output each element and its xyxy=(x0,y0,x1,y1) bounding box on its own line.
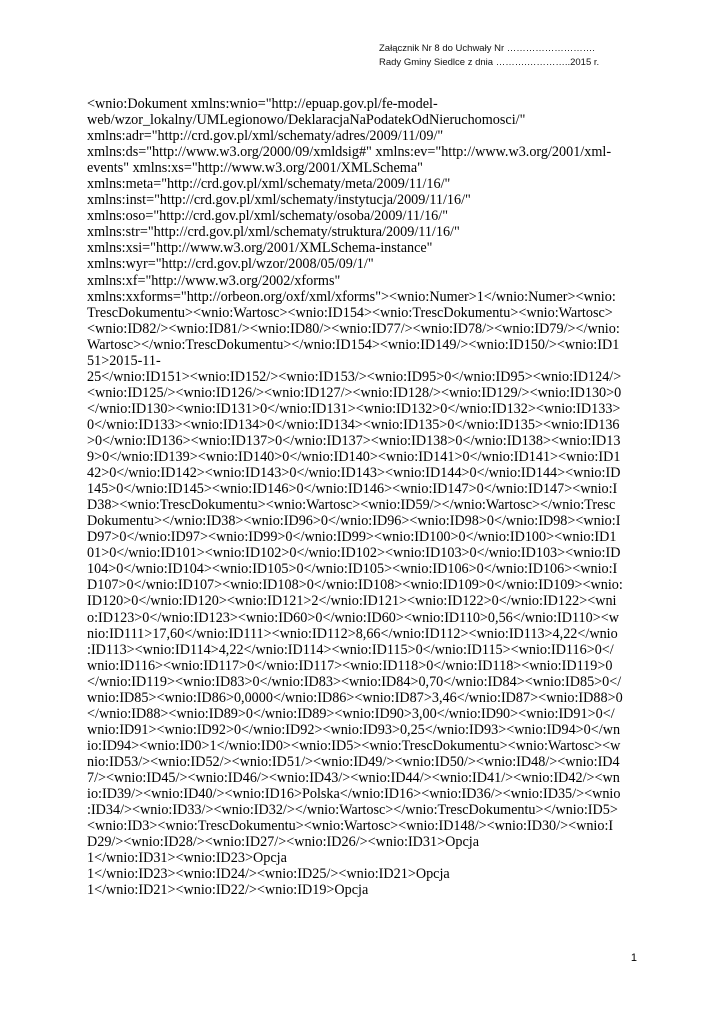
body-line: 1</wnio:ID23><wnio:ID24/><wnio:ID25/><wnio:ID21>Opcja xyxy=(87,866,450,883)
body-line: o:ID123>0</wnio:ID123><wnio:ID60>0</wnio:ID60><wnio:ID110>0,56</wnio:ID110><w xyxy=(87,609,619,626)
body-line: <wnio:ID125/><wnio:ID126/><wnio:ID127/><wnio:ID128/><wnio:ID129/><wnio:ID130>0 xyxy=(87,384,622,401)
attachment-header xyxy=(379,42,639,70)
body-line: 9>0</wnio:ID139><wnio:ID140>0</wnio:ID140><wnio:ID141>0</wnio:ID141><wnio:ID1 xyxy=(87,449,621,466)
body-line: xmlns:ds="http://www.w3.org/2000/09/xmldsig#" xmlns:ev="http://www.w3.org/2001/xml- xyxy=(87,144,612,161)
body-line: web/wzor_lokalny/UMLegionowo/DeklaracjaNaPodatekOdNieruchomosci/" xyxy=(87,112,526,129)
body-line: events" xmlns:xs="http://www.w3.org/2001/XMLSchema" xyxy=(87,160,423,177)
body-line: <wnio:Dokument xmlns:wnio="http://epuap.gov.pl/fe-model- xyxy=(87,96,438,112)
body-line: nio:ID111>17,60</wnio:ID111><wnio:ID112>8,66</wnio:ID112><wnio:ID113>4,22</wnio xyxy=(87,625,618,642)
body-line: ID120>0</wnio:ID120><wnio:ID121>2</wnio:ID121><wnio:ID122>0</wnio:ID122><wni xyxy=(87,593,617,610)
body-line: </wnio:ID119><wnio:ID83>0</wnio:ID83><wnio:ID84>0,70</wnio:ID84><wnio:ID85>0</ xyxy=(87,673,622,690)
page-number: 1 xyxy=(630,952,637,964)
body-line: </wnio:ID88><wnio:ID89>0</wnio:ID89><wnio:ID90>3,00</wnio:ID90><wnio:ID91>0</ xyxy=(87,705,615,722)
body-line: </wnio:ID130><wnio:ID131>0</wnio:ID131><wnio:ID132>0</wnio:ID132><wnio:ID133> xyxy=(87,400,621,417)
body-line: 51>2015-11- xyxy=(87,352,161,369)
body-line: 0</wnio:ID133><wnio:ID134>0</wnio:ID134><wnio:ID135>0</wnio:ID135><wnio:ID136 xyxy=(87,416,620,433)
body-line: xmlns:xxforms="http://orbeon.org/oxf/xml/xforms"><wnio:Numer>1</wnio:Numer><wnio: xyxy=(87,288,616,305)
body-line: wnio:ID91><wnio:ID92>0</wnio:ID92><wnio:ID93>0,25</wnio:ID93><wnio:ID94>0</wn xyxy=(87,721,621,738)
header-line-1: Załącznik Nr 8 do Uchwały Nr ………………………. xyxy=(379,43,595,54)
body-line: :ID34/><wnio:ID33/><wnio:ID32/></wnio:Wartosc></wnio:TrescDokumentu></wnio:ID5> xyxy=(87,802,618,819)
body-line: xmlns:inst="http://crd.gov.pl/xml/schematy/instytucja/2009/11/16/" xyxy=(87,192,471,209)
body-line: 7/><wnio:ID45/><wnio:ID46/><wnio:ID43/><wnio:ID44/><wnio:ID41/><wnio:ID42/><wn xyxy=(87,769,620,786)
body-line: 42>0</wnio:ID142><wnio:ID143>0</wnio:ID143><wnio:ID144>0</wnio:ID144><wnio:ID xyxy=(87,465,621,482)
body-line: Wartosc></wnio:TrescDokumentu></wnio:ID154><wnio:ID149/><wnio:ID150/><wnio:ID1 xyxy=(87,336,620,353)
body-line: nio:ID53/><wnio:ID52/><wnio:ID51/><wnio:ID49/><wnio:ID50/><wnio:ID48/><wnio:ID4 xyxy=(87,753,620,770)
xml-body-text xyxy=(87,96,640,898)
body-line: xmlns:str="http://crd.gov.pl/xml/schematy/struktura/2009/11/16/" xyxy=(87,224,460,241)
body-line: <wnio:ID82/><wnio:ID81/><wnio:ID80/><wnio:ID77/><wnio:ID78/><wnio:ID79/></wnio: xyxy=(87,320,620,337)
body-line: xmlns:xf="http://www.w3.org/2002/xforms" xyxy=(87,272,341,289)
body-line: D29/><wnio:ID28/><wnio:ID27/><wnio:ID26/><wnio:ID31>Opcja xyxy=(87,834,479,851)
body-line: 01>0</wnio:ID101><wnio:ID102>0</wnio:ID102><wnio:ID103>0</wnio:ID103><wnio:ID xyxy=(87,545,621,562)
body-line: xmlns:wyr="http://crd.gov.pl/wzor/2008/05/09/1/" xyxy=(87,256,374,273)
body-line: io:ID94><wnio:ID0>1</wnio:ID0><wnio:ID5><wnio:TrescDokumentu><wnio:Wartosc><w xyxy=(87,737,621,754)
body-line: :ID113><wnio:ID114>4,22</wnio:ID114><wnio:ID115>0</wnio:ID115><wnio:ID116>0</ xyxy=(87,641,614,658)
header-line-2: Rady Gminy Siedlce z dnia ……….…………..2015 r. xyxy=(379,57,600,68)
body-line: 1</wnio:ID31><wnio:ID23>Opcja xyxy=(87,850,287,867)
body-line: D38><wnio:TrescDokumentu><wnio:Wartosc><wnio:ID59/></wnio:Wartosc></wnio:Tresc xyxy=(87,497,616,514)
body-line: xmlns:adr="http://crd.gov.pl/xml/schematy/adres/2009/11/09/" xyxy=(87,128,444,145)
body-line: >0</wnio:ID136><wnio:ID137>0</wnio:ID137><wnio:ID138>0</wnio:ID138><wnio:ID13 xyxy=(87,432,621,449)
body-line: D97>0</wnio:ID97><wnio:ID99>0</wnio:ID99><wnio:ID100>0</wnio:ID100><wnio:ID1 xyxy=(87,529,617,546)
body-line: wnio:ID85><wnio:ID86>0,0000</wnio:ID86><wnio:ID87>3,46</wnio:ID87><wnio:ID88>0 xyxy=(87,689,623,706)
body-line: xmlns:oso="http://crd.gov.pl/xml/schematy/osoba/2009/11/16/" xyxy=(87,208,448,225)
body-line: 104>0</wnio:ID104><wnio:ID105>0</wnio:ID105><wnio:ID106>0</wnio:ID106><wnio:I xyxy=(87,561,618,578)
body-line: D107>0</wnio:ID107><wnio:ID108>0</wnio:ID108><wnio:ID109>0</wnio:ID109><wnio: xyxy=(87,577,623,594)
body-line: 1</wnio:ID21><wnio:ID22/><wnio:ID19>Opcja xyxy=(87,882,369,899)
body-line: Dokumentu></wnio:ID38><wnio:ID96>0</wnio:ID96><wnio:ID98>0</wnio:ID98><wnio:I xyxy=(87,513,621,530)
body-line: 145>0</wnio:ID145><wnio:ID146>0</wnio:ID146><wnio:ID147>0</wnio:ID147><wnio:I xyxy=(87,481,618,498)
body-line: <wnio:ID3><wnio:TrescDokumentu><wnio:Wartosc><wnio:ID148/><wnio:ID30/><wnio:I xyxy=(87,818,614,835)
body-line: io:ID39/><wnio:ID40/><wnio:ID16>Polska</wnio:ID16><wnio:ID36/><wnio:ID35/><wnio xyxy=(87,786,621,803)
body-line: xmlns:xsi="http://www.w3.org/2001/XMLSchema-instance" xyxy=(87,240,433,257)
body-line: xmlns:meta="http://crd.gov.pl/xml/schematy/meta/2009/11/16/" xyxy=(87,176,451,193)
body-line: TrescDokumentu><wnio:Wartosc><wnio:ID154><wnio:TrescDokumentu><wnio:Wartosc> xyxy=(87,304,613,321)
body-line: 25</wnio:ID151><wnio:ID152/><wnio:ID153/><wnio:ID95>0</wnio:ID95><wnio:ID124/> xyxy=(87,368,622,385)
body-line: wnio:ID116><wnio:ID117>0</wnio:ID117><wnio:ID118>0</wnio:ID118><wnio:ID119>0 xyxy=(87,657,613,674)
